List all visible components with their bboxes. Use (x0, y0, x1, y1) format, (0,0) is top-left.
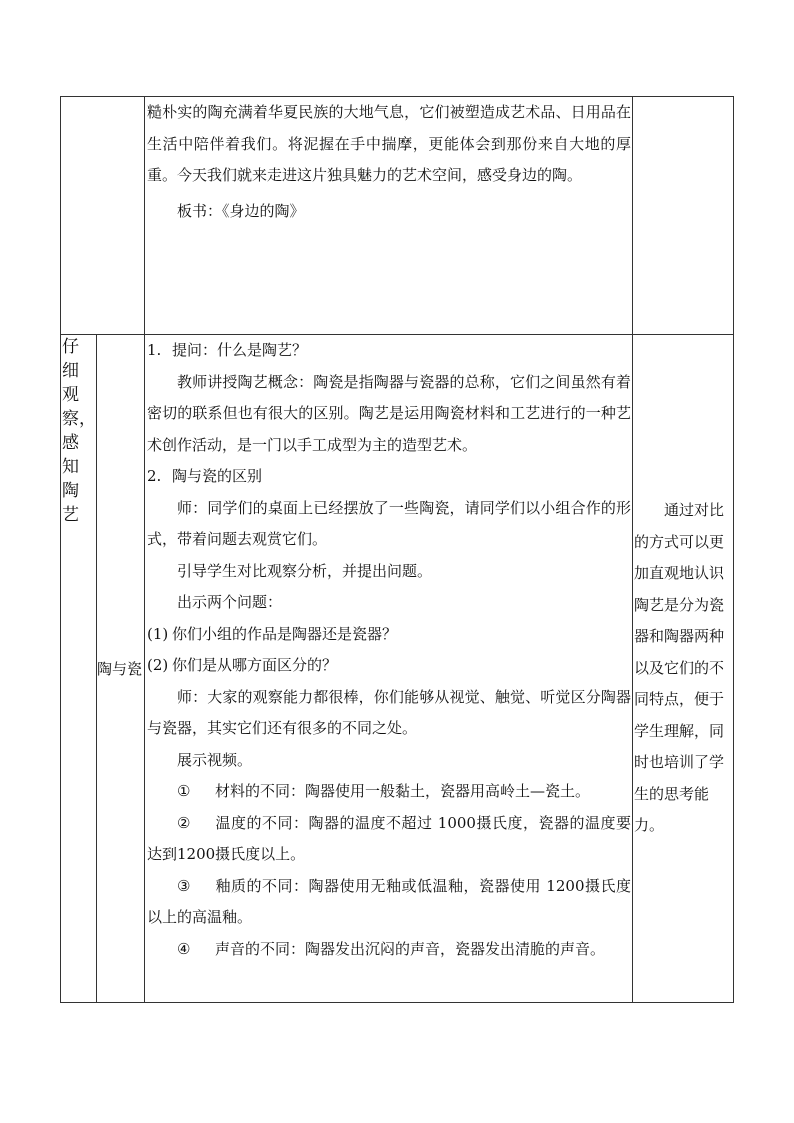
difference-2: 温度的不同：陶器的温度不超过 1000摄氏度，瓷器的温度要达到1200摄氏度以上。 (147, 813, 631, 863)
empty-note-cell (633, 97, 734, 335)
item-number: (2) (147, 656, 169, 674)
show-questions: 出示两个问题： (177, 593, 283, 611)
sub-question-2: 你们是从哪方面区分的？ (172, 656, 338, 674)
design-note: 通过对比的方式可以更加直观地认识陶艺是分为瓷器和陶器两种以及它们的不同特点，便于学生理解，同时也培训了学生的思考能力。 (634, 501, 725, 835)
lesson-plan-table (60, 96, 734, 1003)
question-2-body: 师：同学们的桌面上已经摆放了一些陶瓷，请同学们以小组合作的形式，带着问题去观赏它们。 (147, 498, 631, 548)
board-note: 板书：《身边的陶》 (177, 201, 305, 220)
item-number: (1) (147, 624, 169, 643)
question-1-body: 教师讲授陶艺概念：陶瓷是指陶器与瓷器的总称，它们之间虽然有着密切的联系但也有很大的区别。陶艺是运用陶瓷材料和工艺进行的一种艺术创作活动，是一门以手工成型为主的造型艺术。 (147, 372, 631, 454)
item-number: ④ (177, 939, 191, 958)
table-row (61, 97, 734, 335)
content-cell (145, 335, 633, 1003)
substage-title: 陶与瓷 (97, 659, 143, 678)
item-number: ② (177, 813, 191, 832)
item-number: 1. (147, 341, 162, 359)
item-number: ③ (177, 876, 191, 895)
difference-1: 材料的不同：陶器使用一般黏土，瓷器用高岭土—瓷土。 (215, 782, 591, 800)
question-2: 陶与瓷的区别 (172, 467, 263, 485)
design-note-cell (633, 335, 734, 1003)
item-number: 2. (147, 467, 162, 485)
content-cell (145, 97, 633, 335)
stage-cell (61, 335, 97, 1003)
item-number: ① (177, 782, 191, 800)
sub-question-1: 你们小组的作品是陶器还是瓷器？ (172, 624, 398, 643)
difference-3: 釉质的不同：陶器使用无釉或低温釉，瓷器使用 1200摄氏度以上的高温釉。 (147, 876, 631, 926)
substage-cell (97, 335, 145, 1003)
intro-paragraph: 糙朴实的陶充满着华夏民族的大地气息，它们被塑造成艺术品、日用品在生活中陪伴着我们。将泥握在手中揣摩，更能体会到那份来自大地的厚重。今天我们就来走进这片独具魅力的艺术空间，感受身边的陶。 (147, 103, 631, 184)
table-row (61, 335, 734, 1003)
stage-title: 仔细观察，感知陶艺 (62, 337, 96, 525)
question-1: 提问：什么是陶艺？ (172, 341, 308, 359)
show-video: 展示视频。 (177, 750, 253, 769)
difference-4: 声音的不同：陶器发出沉闷的声音，瓷器发出清脆的声音。 (215, 939, 606, 958)
empty-stage-cell (61, 97, 145, 335)
teacher-remark: 师：大家的观察能力都很棒，你们能够从视觉、触觉、听觉区分陶器与瓷器，其实它们还有很多的不同之处。 (147, 687, 631, 737)
guide-text: 引导学生对比观察分析，并提出问题。 (177, 561, 433, 580)
